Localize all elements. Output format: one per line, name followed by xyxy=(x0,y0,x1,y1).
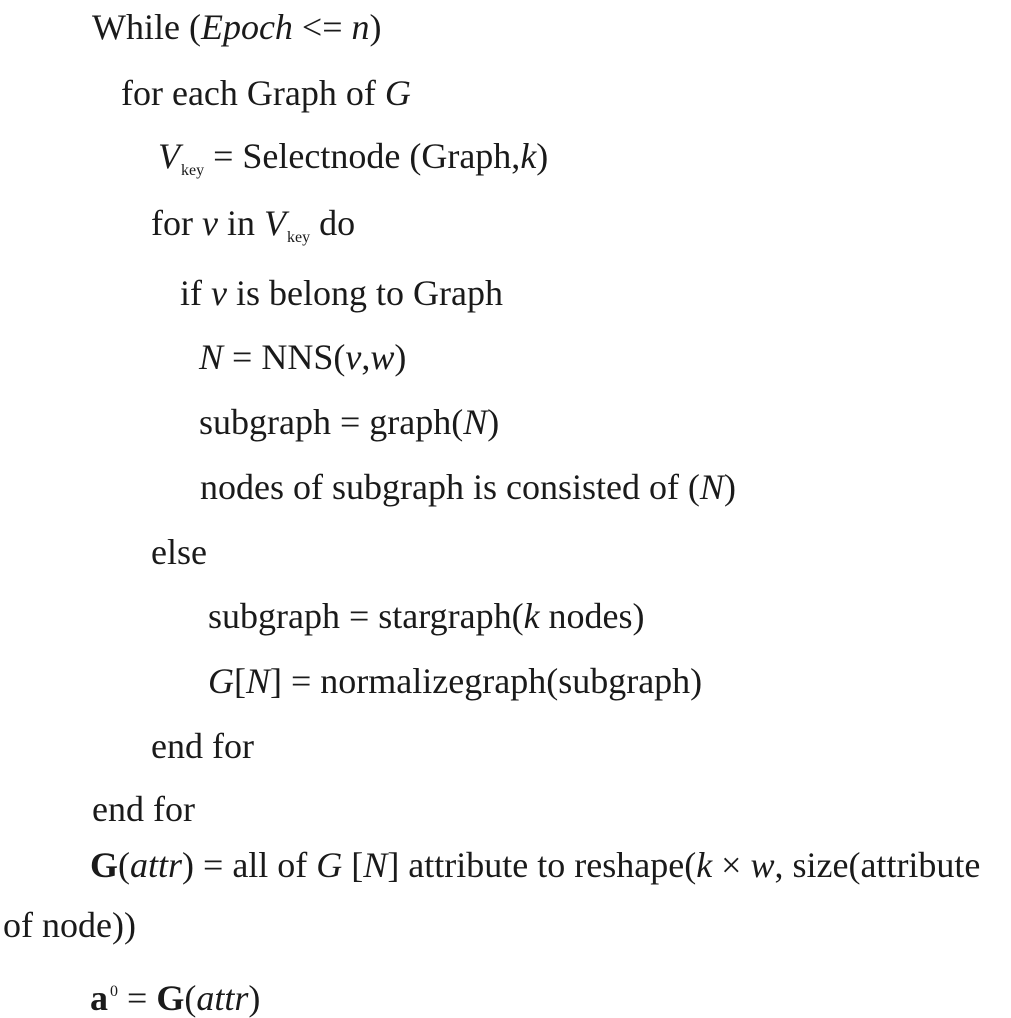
keyword-text: for xyxy=(151,203,202,243)
v-variable: v xyxy=(345,337,362,377)
keyword-text: in xyxy=(217,203,264,243)
zero-superscript: 0 xyxy=(110,983,118,1000)
paren-text: ) xyxy=(536,136,549,176)
epoch-variable: Epoch xyxy=(200,7,293,47)
n-variable: N xyxy=(463,402,488,442)
keyword-text: end for xyxy=(92,789,195,829)
g-variable: G xyxy=(208,661,234,701)
expression-text: ) = all of xyxy=(182,845,317,885)
k-variable: k xyxy=(523,596,540,636)
expression-text: nodes of subgraph is consisted of ( xyxy=(200,467,700,507)
vkey-assign-line xyxy=(158,136,548,191)
g-variable: G xyxy=(316,845,343,885)
of-node-line xyxy=(3,905,136,945)
operator-text: <= xyxy=(292,7,352,47)
keyword-text: if xyxy=(180,273,211,313)
nns-assign-line xyxy=(199,337,406,377)
end-for-inner-line xyxy=(151,726,254,766)
a-bold-variable: a xyxy=(90,978,108,1018)
paren-text: ( xyxy=(118,845,131,885)
k-variable: k xyxy=(696,845,713,885)
v-variable: v xyxy=(201,203,218,243)
times-text: × xyxy=(712,845,751,885)
attr-variable: attr xyxy=(196,978,249,1018)
paren-text: ) xyxy=(394,337,407,377)
paren-text: ) xyxy=(248,978,261,1018)
g-attr-assign-line xyxy=(90,845,980,885)
if-v-belongs-line xyxy=(180,273,503,313)
n-variable: N xyxy=(246,661,271,701)
stargraph-line xyxy=(208,596,645,636)
w-variable: w xyxy=(750,845,775,885)
v-variable: v xyxy=(211,273,227,313)
v-variable: V xyxy=(263,203,286,243)
g-bold-variable: G xyxy=(90,845,119,885)
keyword-text: While ( xyxy=(92,7,201,47)
normalizegraph-line xyxy=(208,661,702,701)
keyword-text: else xyxy=(151,532,207,572)
subgraph-graph-line xyxy=(199,402,499,442)
bracket-text: [ xyxy=(234,661,246,701)
else-line xyxy=(151,532,207,572)
keyword-text: do xyxy=(310,203,356,243)
paren-text: ( xyxy=(184,978,197,1018)
expression-text: subgraph = stargraph( xyxy=(208,596,524,636)
key-subscript: key xyxy=(181,162,205,179)
expression-text: , size(attribute xyxy=(774,845,981,885)
attr-variable: attr xyxy=(130,845,183,885)
key-subscript: key xyxy=(286,229,311,246)
n-variable: N xyxy=(699,467,724,507)
operator-text: = xyxy=(118,978,157,1018)
g-bold-variable: G xyxy=(156,978,185,1018)
keyword-text: end for xyxy=(151,726,254,766)
expression-text: nodes) xyxy=(539,596,645,636)
expression-text: is belong to Graph xyxy=(226,273,503,313)
paren-text: ) xyxy=(723,467,736,507)
expression-text: = Selectnode (Graph, xyxy=(204,136,521,176)
expression-text: subgraph = graph( xyxy=(199,402,464,442)
n-variable: n xyxy=(351,7,370,47)
expression-text: of node)) xyxy=(3,905,136,945)
v-variable: V xyxy=(158,136,180,176)
for-each-graph-line xyxy=(121,73,411,113)
end-for-outer-line xyxy=(92,789,195,829)
while-epoch-line xyxy=(92,7,382,47)
expression-text: ] = normalizegraph(subgraph) xyxy=(270,661,703,701)
expression-text: = NNS( xyxy=(223,337,346,377)
for-v-in-vkey-line xyxy=(151,203,355,258)
k-variable: k xyxy=(520,136,537,176)
keyword-text: for each Graph of xyxy=(121,73,385,113)
n-variable: N xyxy=(199,337,224,377)
paren-text: ) xyxy=(487,402,500,442)
g-variable: G xyxy=(384,73,411,113)
a0-assign-line xyxy=(90,972,260,1018)
comma-text: , xyxy=(361,337,371,377)
n-variable: N xyxy=(363,845,388,885)
w-variable: w xyxy=(370,337,395,377)
bracket-text: [ xyxy=(342,845,364,885)
paren-text: ) xyxy=(369,7,382,47)
nodes-consisted-line xyxy=(200,467,736,507)
expression-text: ] attribute to reshape( xyxy=(387,845,697,885)
